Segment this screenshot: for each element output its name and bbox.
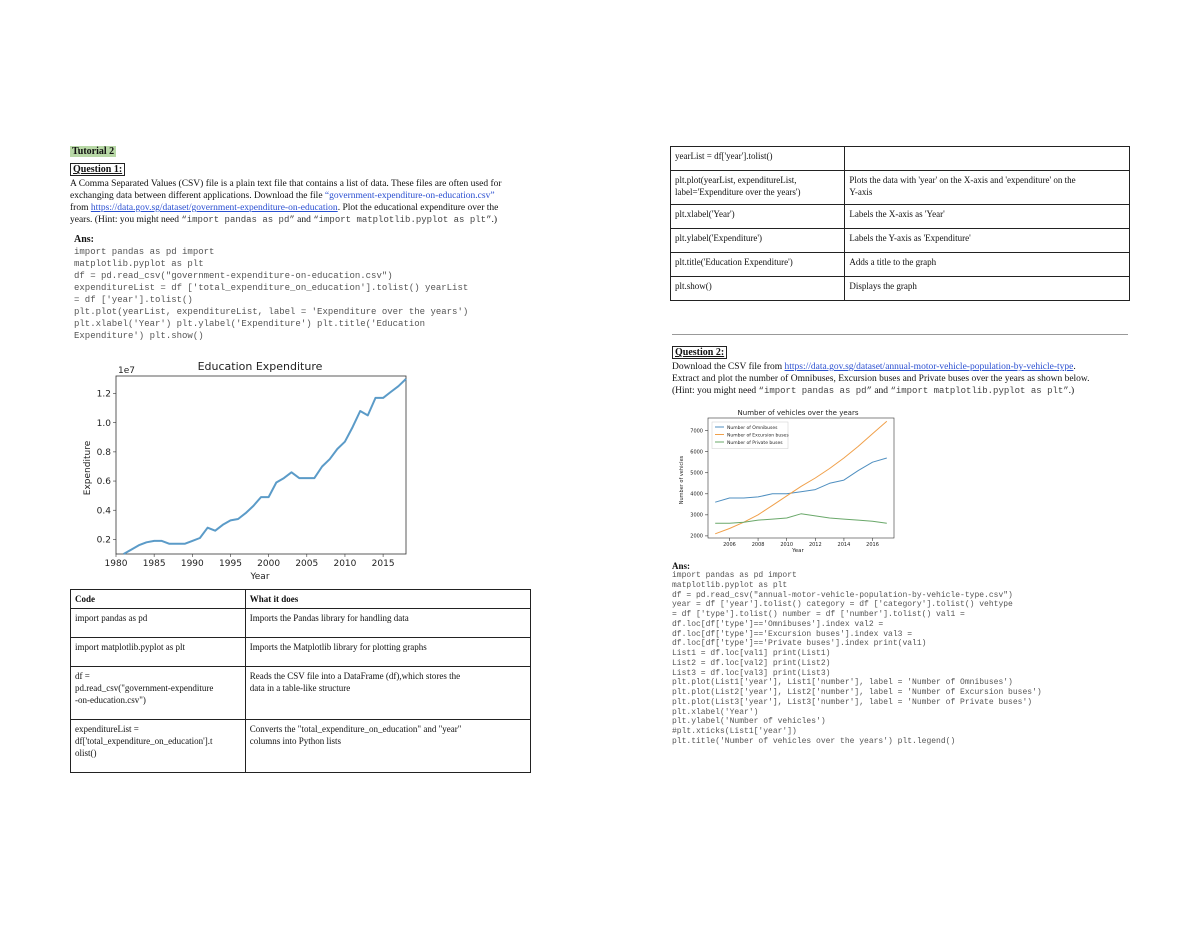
table-cell: [845, 147, 1130, 171]
x-tick-label: 2000: [257, 559, 281, 569]
hint-line: years. (Hint: you might need “import pandas as pd” and “import matplotlib.pyplot as plt”.): [70, 215, 498, 225]
q2-line-2: Extract and plot the number of Omnibuses, Excursion buses and Private buses over the years as shown below.: [672, 374, 1090, 384]
code-line: import pandas as pd import: [672, 571, 797, 580]
table-cell: Imports the Matplotlib library for plotting graphs: [245, 638, 530, 667]
table-cell: Plots the data with 'year' on the X-axis and 'expenditure' on the Y-axis: [845, 171, 1130, 205]
code-line: List2 = df.loc[val2] print(List2): [672, 658, 831, 668]
table-row: [71, 638, 531, 667]
y-tick-label: 5000: [690, 470, 703, 477]
code-block-2: [672, 571, 1042, 747]
code-line: plt.plot(List2['year'], List2['number'], label = 'Number of Excursion buses'): [672, 688, 1042, 697]
code-line: #plt.xticks(List1['year']): [672, 727, 797, 736]
table-cell: Converts the "total_expenditure_on_education" and "year" columns into Python lists: [245, 720, 530, 773]
x-tick-label: 2016: [866, 542, 879, 548]
answer-label-2: Ans:: [672, 561, 691, 571]
table-cell: plt.title('Education Expenditure'): [671, 253, 845, 277]
chart-title: Education Expenditure: [197, 360, 323, 373]
x-tick-label: 1980: [104, 559, 128, 569]
table-cell: df = pd.read_csv("government-expenditure -on-education.csv"): [71, 667, 246, 720]
x-tick-label: 1990: [180, 559, 204, 569]
code-line: plt.ylabel('Number of vehicles'): [672, 717, 826, 727]
table-cell: Labels the Y-axis as 'Expenditure': [845, 229, 1130, 253]
y-tick-label: 7000: [690, 428, 703, 435]
table-cell: Labels the X-axis as 'Year': [845, 205, 1130, 229]
table-cell: expenditureList = df['total_expenditure_on_education'].t olist(): [71, 720, 246, 773]
code-explanation-table-continued: [670, 146, 1130, 301]
table-header-cell: What it does: [245, 590, 530, 609]
y-tick-label: 2000: [690, 533, 703, 540]
question-2-text: [672, 361, 1142, 397]
code-line: List3 = df.loc[val3] print(List3): [672, 668, 831, 678]
y-tick-label: 0.6: [96, 477, 111, 488]
code-line: df.loc[df['type']=='Private buses'].index print(val1): [672, 639, 927, 649]
code-line: year = df ['year'].tolist() category = df ['category'].tolist() vehtype: [672, 600, 1013, 610]
question-1-label: Question 1:: [70, 163, 125, 176]
x-tick-label: 2006: [723, 542, 736, 548]
x-tick-label: 1995: [219, 559, 242, 569]
code-line: expenditureList = df ['total_expenditure_on_education'].tolist() yearList: [74, 283, 469, 293]
table-cell: plt.ylabel('Expenditure'): [671, 229, 845, 253]
x-tick-label: 2010: [780, 542, 794, 548]
table-header-row: [71, 590, 531, 609]
y-tick-label: 3000: [690, 512, 703, 519]
code-line: plt.xlabel('Year'): [672, 707, 759, 717]
x-tick-label: 2005: [295, 559, 319, 569]
table-cell: Displays the graph: [845, 277, 1130, 301]
code-line: plt.plot(yearList, expenditureList, label = 'Expenditure over the years'): [74, 307, 469, 317]
vehicle-dataset-link[interactable]: https://data.gov.sg/dataset/annual-motor-vehicle-population-by-vehicle-type: [784, 362, 1074, 372]
table-cell: plt.show(): [671, 277, 845, 301]
code-explanation-table: [70, 589, 531, 773]
answer-label: Ans:: [74, 234, 95, 245]
x-tick-label: 2008: [751, 542, 765, 548]
table-row: [671, 171, 1130, 205]
table-cell: Imports the Pandas library for handling data: [245, 609, 530, 638]
y-tick-label: 1.0: [96, 418, 111, 429]
table-row: [671, 147, 1130, 171]
code-line: df = pd.read_csv("government-expenditure-on-education.csv"): [74, 271, 393, 281]
x-axis-label: Year: [250, 572, 270, 582]
code-line: = df ['type'].tolist() number = df ['number'].tolist() val1 =: [672, 610, 965, 619]
y-tick-label: 0.8: [96, 448, 111, 459]
table-cell: plt.xlabel('Year'): [671, 205, 845, 229]
legend-label: Number of Omnibuses: [727, 425, 778, 431]
table-cell: import pandas as pd: [71, 609, 246, 638]
question-1-text: [70, 178, 540, 226]
y-tick-label: 6000: [690, 449, 703, 456]
vehicles-chart: [672, 406, 898, 556]
table-header-cell: Code: [71, 590, 246, 609]
plot-frame: [116, 376, 406, 554]
x-tick-label: 1985: [142, 559, 166, 569]
table-row: [671, 253, 1130, 277]
table-cell: yearList = df['year'].tolist(): [671, 147, 845, 171]
y-axis-label: Number of vehicles: [679, 455, 685, 505]
series-line-2: [715, 514, 887, 524]
code-line: df.loc[df['type']=='Omnibuses'].index val2 =: [672, 619, 884, 629]
question-2-label: Question 2:: [672, 346, 727, 359]
code-line: Expenditure') plt.show(): [74, 331, 204, 341]
table-row: [671, 277, 1130, 301]
y-axis-label: Expenditure: [83, 440, 93, 496]
code-line: df.loc[df['type']=='Excursion buses'].index val3 =: [672, 629, 913, 639]
series-line-0: [124, 379, 406, 554]
code-line: plt.xlabel('Year') plt.ylabel('Expenditure') plt.title('Education: [74, 319, 426, 329]
table-cell: plt.plot(yearList, expenditureList, label='Expenditure over the years'): [671, 171, 845, 205]
education-expenditure-chart: [76, 356, 416, 584]
table-cell: Adds a title to the graph: [845, 253, 1130, 277]
code-line: plt.plot(List3['year'], List3['number'], label = 'Number of Private buses'): [672, 697, 1033, 707]
table-row: [671, 229, 1130, 253]
x-tick-label: 2015: [371, 559, 395, 569]
x-axis-label: Year: [792, 548, 804, 554]
x-tick-label: 2014: [837, 542, 851, 548]
series-line-0: [715, 458, 887, 502]
table-row: [671, 205, 1130, 229]
code-line: plt.title('Number of vehicles over the years') plt.legend(): [672, 736, 956, 746]
code-line: matplotlib.pyplot as plt: [672, 580, 788, 590]
dataset-link[interactable]: https://data.gov.sg/dataset/government-expenditure-on-education: [90, 203, 338, 213]
offset-label: 1e7: [118, 366, 135, 376]
y-tick-label: 0.4: [96, 506, 111, 517]
intro-line-3: from https://data.gov.sg/dataset/government-expenditure-on-education. Plot the educational expenditure over the: [70, 203, 499, 213]
tutorial-title: Tutorial 2: [72, 146, 115, 157]
intro-line-2: exchanging data between different applications. Download the file “government-expenditure-on-education.csv”: [70, 191, 495, 201]
q2-line-1: Download the CSV file from https://data.gov.sg/dataset/annual-motor-vehicle-population-by-vehicle-type.: [672, 362, 1076, 372]
y-tick-label: 0.2: [96, 535, 111, 546]
intro-line-1: A Comma Separated Values (CSV) file is a plain text file that contains a list of data. These files are often used for: [70, 179, 502, 189]
table-row: [71, 609, 531, 638]
code-line: matplotlib.pyplot as plt: [74, 259, 204, 269]
legend-label: Number of Excursion buses: [727, 433, 789, 439]
code-block: [74, 246, 468, 342]
y-tick-label: 1.2: [96, 389, 111, 400]
table-cell: Reads the CSV file into a DataFrame (df),which stores the data in a table-like structure: [245, 667, 530, 720]
code-line: df = pd.read_csv("annual-motor-vehicle-population-by-vehicle-type.csv"): [672, 590, 1013, 600]
table-row: [71, 667, 531, 720]
legend-label: Number of Private buses: [727, 440, 783, 446]
y-tick-label: 4000: [690, 491, 703, 498]
section-divider: [672, 334, 1128, 335]
x-tick-label: 2010: [333, 559, 357, 569]
x-tick-label: 2012: [808, 542, 822, 548]
table-cell: import matplotlib.pyplot as plt: [71, 638, 246, 667]
code-line: import pandas as pd import: [74, 247, 215, 257]
code-line: = df ['year'].tolist(): [74, 295, 193, 305]
code-line: plt.plot(List1['year'], List1['number'], label = 'Number of Omnibuses'): [672, 678, 1013, 688]
table-row: [71, 720, 531, 773]
file-name-link[interactable]: “government-expenditure-on-education.csv”: [324, 191, 495, 201]
chart-title: Number of vehicles over the years: [737, 409, 859, 417]
code-line: List1 = df.loc[val1] print(List1): [672, 649, 831, 658]
q2-hint-line: (Hint: you might need “import pandas as pd” and “import matplotlib.pyplot as plt”.): [672, 386, 1075, 396]
